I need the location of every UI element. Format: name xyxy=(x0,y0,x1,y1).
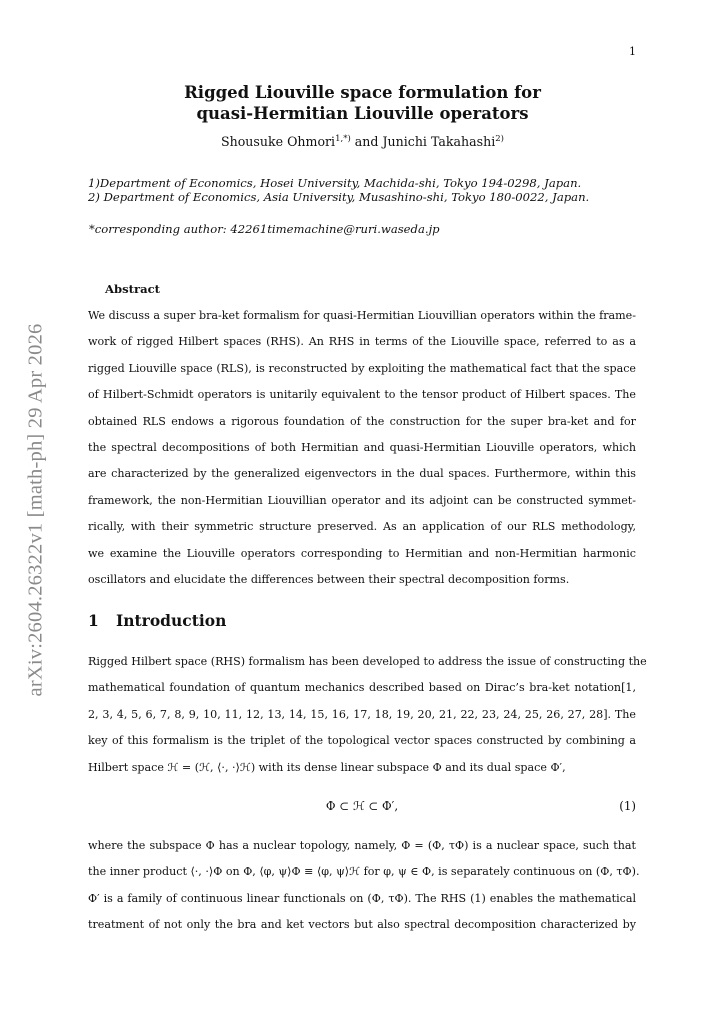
section-heading xyxy=(88,611,226,630)
abstract-line: rigged Liouville space (RLS), is reconstructed by exploiting the mathematical fact that the space xyxy=(88,361,636,375)
body-line: Rigged Hilbert space (RHS) formalism has been developed to address the issue of constructing the xyxy=(88,655,647,668)
abstract-line: we examine the Liouville operators corresponding to Hermitian and non-Hermitian harmonic xyxy=(88,546,636,560)
body-line: key of this formalism is the triplet of the topological vector spaces constructed by combining a xyxy=(88,734,636,748)
author-name: Shousuke Ohmori xyxy=(220,134,336,149)
corresponding-author[interactable]: *corresponding author: 42261timemachine@ruri.waseda.jp xyxy=(89,222,440,236)
body-line: 2, 3, 4, 5, 6, 7, 8, 9, 10, 11, 12, 13, 14, 15, 16, 17, 18, 19, 20, 21, 22, 23, 24, 25, 26, 27, 28]. The xyxy=(88,707,636,721)
body-line: the inner product ⟨·, ·⟩Φ on Φ, ⟨φ, ψ⟩Φ ≡ ⟨φ, ψ⟩ℋ for φ, ψ ∈ Φ, is separately continuous on (Φ, τΦ). xyxy=(88,865,640,879)
abstract-line: We discuss a super bra-ket formalism for quasi-Hermitian Liouvillian operators within the frame- xyxy=(88,309,636,322)
abstract-line: are characterized by the generalized eigenvectors in the dual spaces. Furthermore, within this xyxy=(88,467,636,481)
abstract-line: the spectral decompositions of both Hermitian and quasi-Hermitian Liouville operators, which xyxy=(88,440,636,454)
equation-number: (1) xyxy=(619,799,636,813)
abstract-line: rically, with their symmetric structure preserved. As an application of our RLS methodology, xyxy=(88,520,636,534)
body-line: where the subspace Φ has a nuclear topology, namely, Φ = (Φ, τΦ) is a nuclear space, such that xyxy=(88,839,636,852)
introduction-paragraph-continued xyxy=(88,838,640,944)
introduction-paragraph xyxy=(88,654,647,786)
author-list xyxy=(90,134,635,149)
author-name: Junichi Takahashi xyxy=(382,134,496,149)
display-equation xyxy=(88,799,636,815)
body-line: mathematical foundation of quantum mechanics described based on Dirac’s bra-ket notation[1, xyxy=(88,681,636,695)
title-line: Rigged Liouville space formulation for xyxy=(184,83,541,102)
page-number: 1 xyxy=(629,45,636,58)
section-number: 1 xyxy=(88,611,99,630)
body-line: Φ′ is a family of continuous linear functionals on (Φ, τΦ). The RHS (1) enables the mathematical xyxy=(88,891,636,905)
title-line: quasi-Hermitian Liouville operators xyxy=(196,104,529,123)
author-conjunction: and xyxy=(350,134,383,149)
author-affiliation-mark: 2) xyxy=(495,134,504,144)
author-affiliation-mark: 1,*) xyxy=(335,134,351,144)
abstract-line: obtained RLS endows a rigorous foundation of the construction for the super bra-ket and for xyxy=(88,414,636,428)
abstract-heading: Abstract xyxy=(105,282,161,296)
abstract-line: work of rigged Hilbert spaces (RHS). An RHS in terms of the Liouville space, referred to as a xyxy=(88,335,636,349)
abstract-line: framework, the non-Hermitian Liouvillian operator and its adjoint can be constructed symmet- xyxy=(88,493,636,507)
arxiv-identifier-stamp[interactable]: arXiv:2604.26322v1 [math-ph] 29 Apr 2026 xyxy=(24,323,47,697)
affiliation-line: 2) Department of Economics, Asia University, Musashino-shi, Tokyo 180-0022, Japan. xyxy=(88,190,590,204)
abstract-line: of Hilbert-Schmidt operators is unitarily equivalent to the tensor product of Hilbert spaces. The xyxy=(88,388,636,402)
equation-body: Φ ⊂ ℋ ⊂ Φ′, xyxy=(325,799,399,813)
section-title: Introduction xyxy=(116,611,227,630)
body-line: Hilbert space ℋ = (ℋ, ⟨·, ·⟩ℋ) with its dense linear subspace Φ and its dual space Φ′, xyxy=(88,760,566,774)
paper-title xyxy=(90,82,635,124)
abstract-line: oscillators and elucidate the differences between their spectral decomposition forms. xyxy=(88,572,570,586)
abstract-body xyxy=(88,308,636,598)
body-line: treatment of not only the bra and ket vectors but also spectral decomposition characterized by xyxy=(88,918,636,932)
affiliations xyxy=(88,176,633,204)
affiliation-line: 1)Department of Economics, Hosei University, Machida-shi, Tokyo 194-0298, Japan. xyxy=(88,176,582,190)
